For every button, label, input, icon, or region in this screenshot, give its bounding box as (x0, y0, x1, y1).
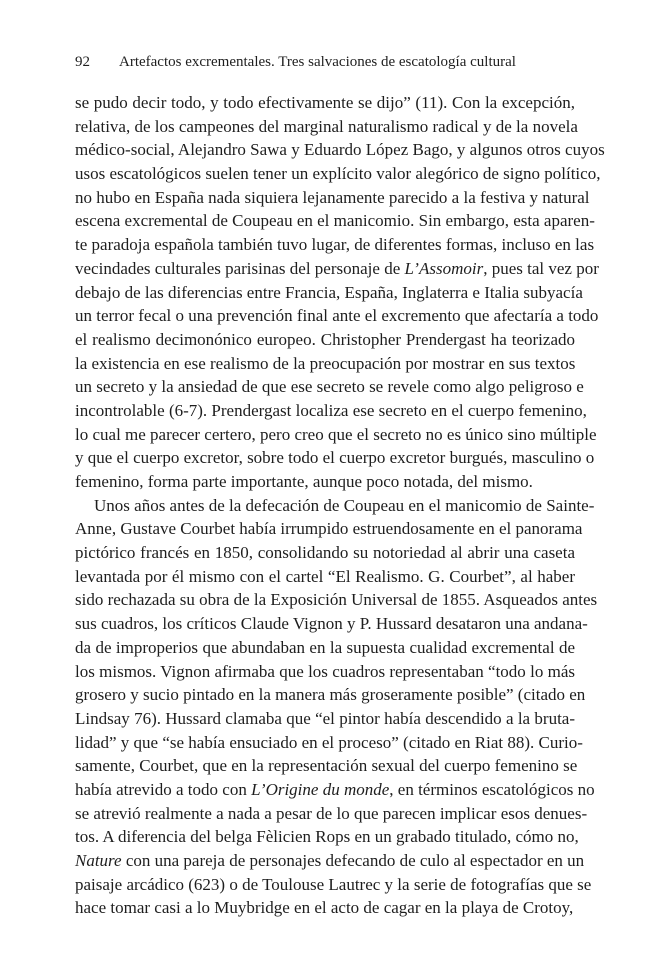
paragraph (75, 91, 605, 494)
text-line: incontrolable (6-7). Prendergast localiza ese secreto en el cuerpo femenino, (75, 400, 587, 420)
text-line: te paradoja española también tuvo lugar, de diferentes formas, incluso en las (75, 235, 595, 255)
text-line: sus cuadros, los críticos Claude Vignon y P. Hussard desataron una andana- (75, 614, 588, 634)
text-line: pictórico francés en 1850, consolidando su notoriedad al abrir una caseta (75, 543, 575, 563)
text-line: da de improperios que abundaban en la supuesta cualidad excremental de (75, 637, 575, 657)
text-line: levantada por él mismo con el cartel “El Realismo. G. Courbet”, al haber (75, 566, 575, 586)
text-line: hace tomar casi a lo Muybridge en el acto de cagar en la playa de Crotoy, (75, 898, 574, 918)
paragraph (75, 494, 598, 920)
text-line: escena excremental de Coupeau en el manicomio. Sin embargo, esta aparen- (75, 211, 595, 231)
text-line: Anne, Gustave Courbet había irrumpido estruendosamente en el panorama (75, 519, 583, 539)
text-line: Unos años antes de la defecación de Coupeau en el manicomio de Sainte- (94, 495, 595, 515)
text-line: paisaje arcádico (623) o de Toulouse Lautrec y la serie de fotografías que se (75, 874, 592, 894)
text-line: había atrevido a todo con L’Origine du monde, en términos escatológicos no (75, 779, 595, 799)
text-line: un secreto y la ansiedad de que ese secreto se revele como algo peligroso e (75, 377, 584, 397)
text-line: usos escatológicos suelen tener un explícito valor alegórico de signo político, (75, 164, 601, 184)
text-line: los mismos. Vignon afirmaba que los cuadros representaban “todo lo más (75, 661, 575, 681)
text-line: y que el cuerpo excretor, sobre todo el cuerpo excretor burgués, masculino o (75, 448, 595, 468)
text-line: se atrevió realmente a nada a pesar de lo que parecen implicar esos denues- (75, 803, 588, 823)
running-title: Artefactos excrementales. Tres salvaciones de escatología cultural (119, 54, 516, 70)
text-line: femenino, forma parte importante, aunque poco notada, del mismo. (75, 472, 533, 491)
text-line: médico-social, Alejandro Sawa y Eduardo López Bago, y algunos otros cuyos (75, 140, 605, 160)
text-line: no hubo en España nada siquiera lejanamente parecido a la festiva y natural (75, 187, 590, 207)
running-header (75, 52, 575, 72)
text-line: Nature con una pareja de personajes defecando de culo al espectador en un (75, 851, 585, 870)
text-line: grosero y sucio pintado en la manera más groseramente posible” (citado en (75, 685, 586, 705)
text-line: un terror fecal o una prevención final ante el excremento que afectaría a todo (75, 306, 599, 326)
text-line: samente, Courbet, que en la representación sexual del cuerpo femenino se (75, 756, 578, 776)
text-line: se pudo decir todo, y todo efectivamente se dijo” (11). Con la excepción, (75, 93, 575, 112)
body-text (75, 91, 605, 920)
text-line: debajo de las diferencias entre Francia, España, Inglaterra e Italia subyacía (75, 282, 583, 302)
page-number: 92 (75, 54, 90, 70)
text-line: la existencia en ese realismo de la preocupación por mostrar en sus textos (75, 353, 576, 373)
text-line: sido rechazada su obra de la Exposición Universal de 1855. Asqueados antes (75, 590, 598, 610)
text-line: Lindsay 76). Hussard clamaba que “el pintor había descendido a la bruta- (75, 708, 575, 728)
text-line: el realismo decimonónico europeo. Christopher Prendergast ha teorizado (75, 329, 575, 349)
text-line: relativa, de los campeones del marginal naturalismo radical y de la novela (75, 116, 578, 136)
text-line: lo cual me parecer certero, pero creo que el secreto no es único sino múltiple (75, 424, 597, 444)
text-line: vecindades culturales parisinas del personaje de L’Assomoir, pues tal vez por (75, 258, 599, 278)
text-line: lidad” y que “se había ensuciado en el proceso” (citado en Riat 88). Curio- (75, 732, 583, 752)
text-line: tos. A diferencia del belga Fèlicien Rops en un grabado titulado, cómo no, (75, 827, 579, 847)
